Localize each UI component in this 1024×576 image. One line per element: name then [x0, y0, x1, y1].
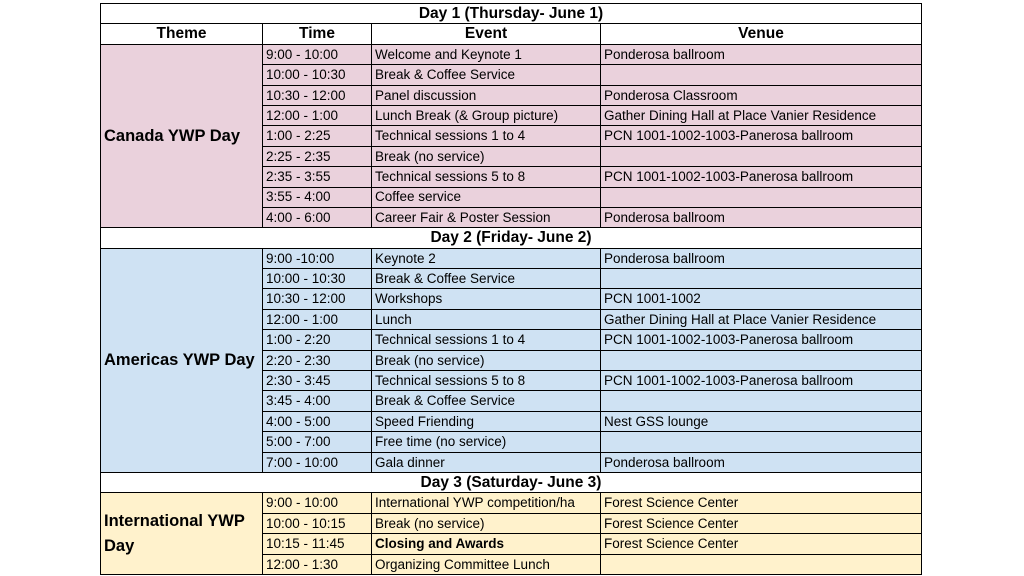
venue-cell	[601, 269, 922, 289]
event-cell: Technical sessions 1 to 4	[372, 126, 601, 146]
theme-cell: International YWP Day	[101, 493, 263, 575]
column-header-theme: Theme	[101, 24, 263, 44]
day-header-row	[101, 228, 922, 248]
table-row	[101, 44, 922, 64]
event-cell: Organizing Committee Lunch	[372, 554, 601, 574]
time-cell: 2:25 - 2:35	[263, 146, 372, 166]
time-cell: 10:30 - 12:00	[263, 289, 372, 309]
event-cell: Welcome and Keynote 1	[372, 44, 601, 64]
venue-cell: Ponderosa Classroom	[601, 85, 922, 105]
time-cell: 2:35 - 3:55	[263, 167, 372, 187]
venue-cell: PCN 1001-1002-1003-Panerosa ballroom	[601, 330, 922, 350]
event-cell: Break & Coffee Service	[372, 65, 601, 85]
column-header-venue: Venue	[601, 24, 922, 44]
venue-cell: Ponderosa ballroom	[601, 452, 922, 472]
event-cell: International YWP competition/ha	[372, 493, 601, 513]
time-cell: 3:45 - 4:00	[263, 391, 372, 411]
time-cell: 12:00 - 1:30	[263, 554, 372, 574]
time-cell: 4:00 - 5:00	[263, 411, 372, 431]
event-cell: Speed Friending	[372, 411, 601, 431]
venue-cell: PCN 1001-1002-1003-Panerosa ballroom	[601, 126, 922, 146]
time-cell: 10:15 - 11:45	[263, 534, 372, 554]
time-cell: 12:00 - 1:00	[263, 105, 372, 125]
venue-cell: Forest Science Center	[601, 513, 922, 533]
venue-cell: Ponderosa ballroom	[601, 248, 922, 268]
time-cell: 2:30 - 3:45	[263, 371, 372, 391]
event-cell: Break & Coffee Service	[372, 269, 601, 289]
event-cell: Break & Coffee Service	[372, 391, 601, 411]
venue-cell: Forest Science Center	[601, 534, 922, 554]
event-cell: Coffee service	[372, 187, 601, 207]
table-row	[101, 248, 922, 268]
venue-cell: PCN 1001-1002	[601, 289, 922, 309]
venue-cell	[601, 146, 922, 166]
event-cell: Technical sessions 5 to 8	[372, 167, 601, 187]
venue-cell	[601, 65, 922, 85]
time-cell: 2:20 - 2:30	[263, 350, 372, 370]
event-cell: Workshops	[372, 289, 601, 309]
event-cell: Break (no service)	[372, 146, 601, 166]
time-cell: 9:00 -10:00	[263, 248, 372, 268]
time-cell: 12:00 - 1:00	[263, 309, 372, 329]
event-cell: Technical sessions 5 to 8	[372, 371, 601, 391]
venue-cell: Nest GSS lounge	[601, 411, 922, 431]
venue-cell	[601, 350, 922, 370]
time-cell: 4:00 - 6:00	[263, 207, 372, 227]
schedule-body	[101, 4, 922, 575]
time-cell: 10:00 - 10:30	[263, 65, 372, 85]
day-header-row	[101, 472, 922, 492]
column-header-time: Time	[263, 24, 372, 44]
venue-cell	[601, 391, 922, 411]
venue-cell: Ponderosa ballroom	[601, 44, 922, 64]
venue-cell	[601, 187, 922, 207]
theme-cell: Americas YWP Day	[101, 248, 263, 472]
time-cell: 5:00 - 7:00	[263, 432, 372, 452]
time-cell: 9:00 - 10:00	[263, 44, 372, 64]
venue-cell: Gather Dining Hall at Place Vanier Residence	[601, 105, 922, 125]
time-cell: 7:00 - 10:00	[263, 452, 372, 472]
venue-cell: Ponderosa ballroom	[601, 207, 922, 227]
venue-cell: PCN 1001-1002-1003-Panerosa ballroom	[601, 371, 922, 391]
event-cell: Panel discussion	[372, 85, 601, 105]
table-row	[101, 493, 922, 513]
event-cell: Free time (no service)	[372, 432, 601, 452]
event-cell: Keynote 2	[372, 248, 601, 268]
venue-cell: Forest Science Center	[601, 493, 922, 513]
column-header-event: Event	[372, 24, 601, 44]
schedule-table	[100, 3, 922, 575]
time-cell: 1:00 - 2:20	[263, 330, 372, 350]
time-cell: 10:30 - 12:00	[263, 85, 372, 105]
event-cell: Lunch Break (& Group picture)	[372, 105, 601, 125]
time-cell: 1:00 - 2:25	[263, 126, 372, 146]
day-header-row	[101, 4, 922, 24]
time-cell: 9:00 - 10:00	[263, 493, 372, 513]
day-title: Day 1 (Thursday- June 1)	[101, 4, 922, 24]
event-cell: Closing and Awards	[372, 534, 601, 554]
event-cell: Career Fair & Poster Session	[372, 207, 601, 227]
time-cell: 10:00 - 10:15	[263, 513, 372, 533]
venue-cell	[601, 554, 922, 574]
event-cell: Gala dinner	[372, 452, 601, 472]
event-cell: Lunch	[372, 309, 601, 329]
day-title: Day 2 (Friday- June 2)	[101, 228, 922, 248]
time-cell: 3:55 - 4:00	[263, 187, 372, 207]
event-cell: Break (no service)	[372, 513, 601, 533]
day-title: Day 3 (Saturday- June 3)	[101, 472, 922, 492]
column-header-row	[101, 24, 922, 44]
venue-cell: Gather Dining Hall at Place Vanier Residence	[601, 309, 922, 329]
venue-cell: PCN 1001-1002-1003-Panerosa ballroom	[601, 167, 922, 187]
event-cell: Break (no service)	[372, 350, 601, 370]
theme-cell: Canada YWP Day	[101, 44, 263, 228]
event-cell: Technical sessions 1 to 4	[372, 330, 601, 350]
venue-cell	[601, 432, 922, 452]
time-cell: 10:00 - 10:30	[263, 269, 372, 289]
